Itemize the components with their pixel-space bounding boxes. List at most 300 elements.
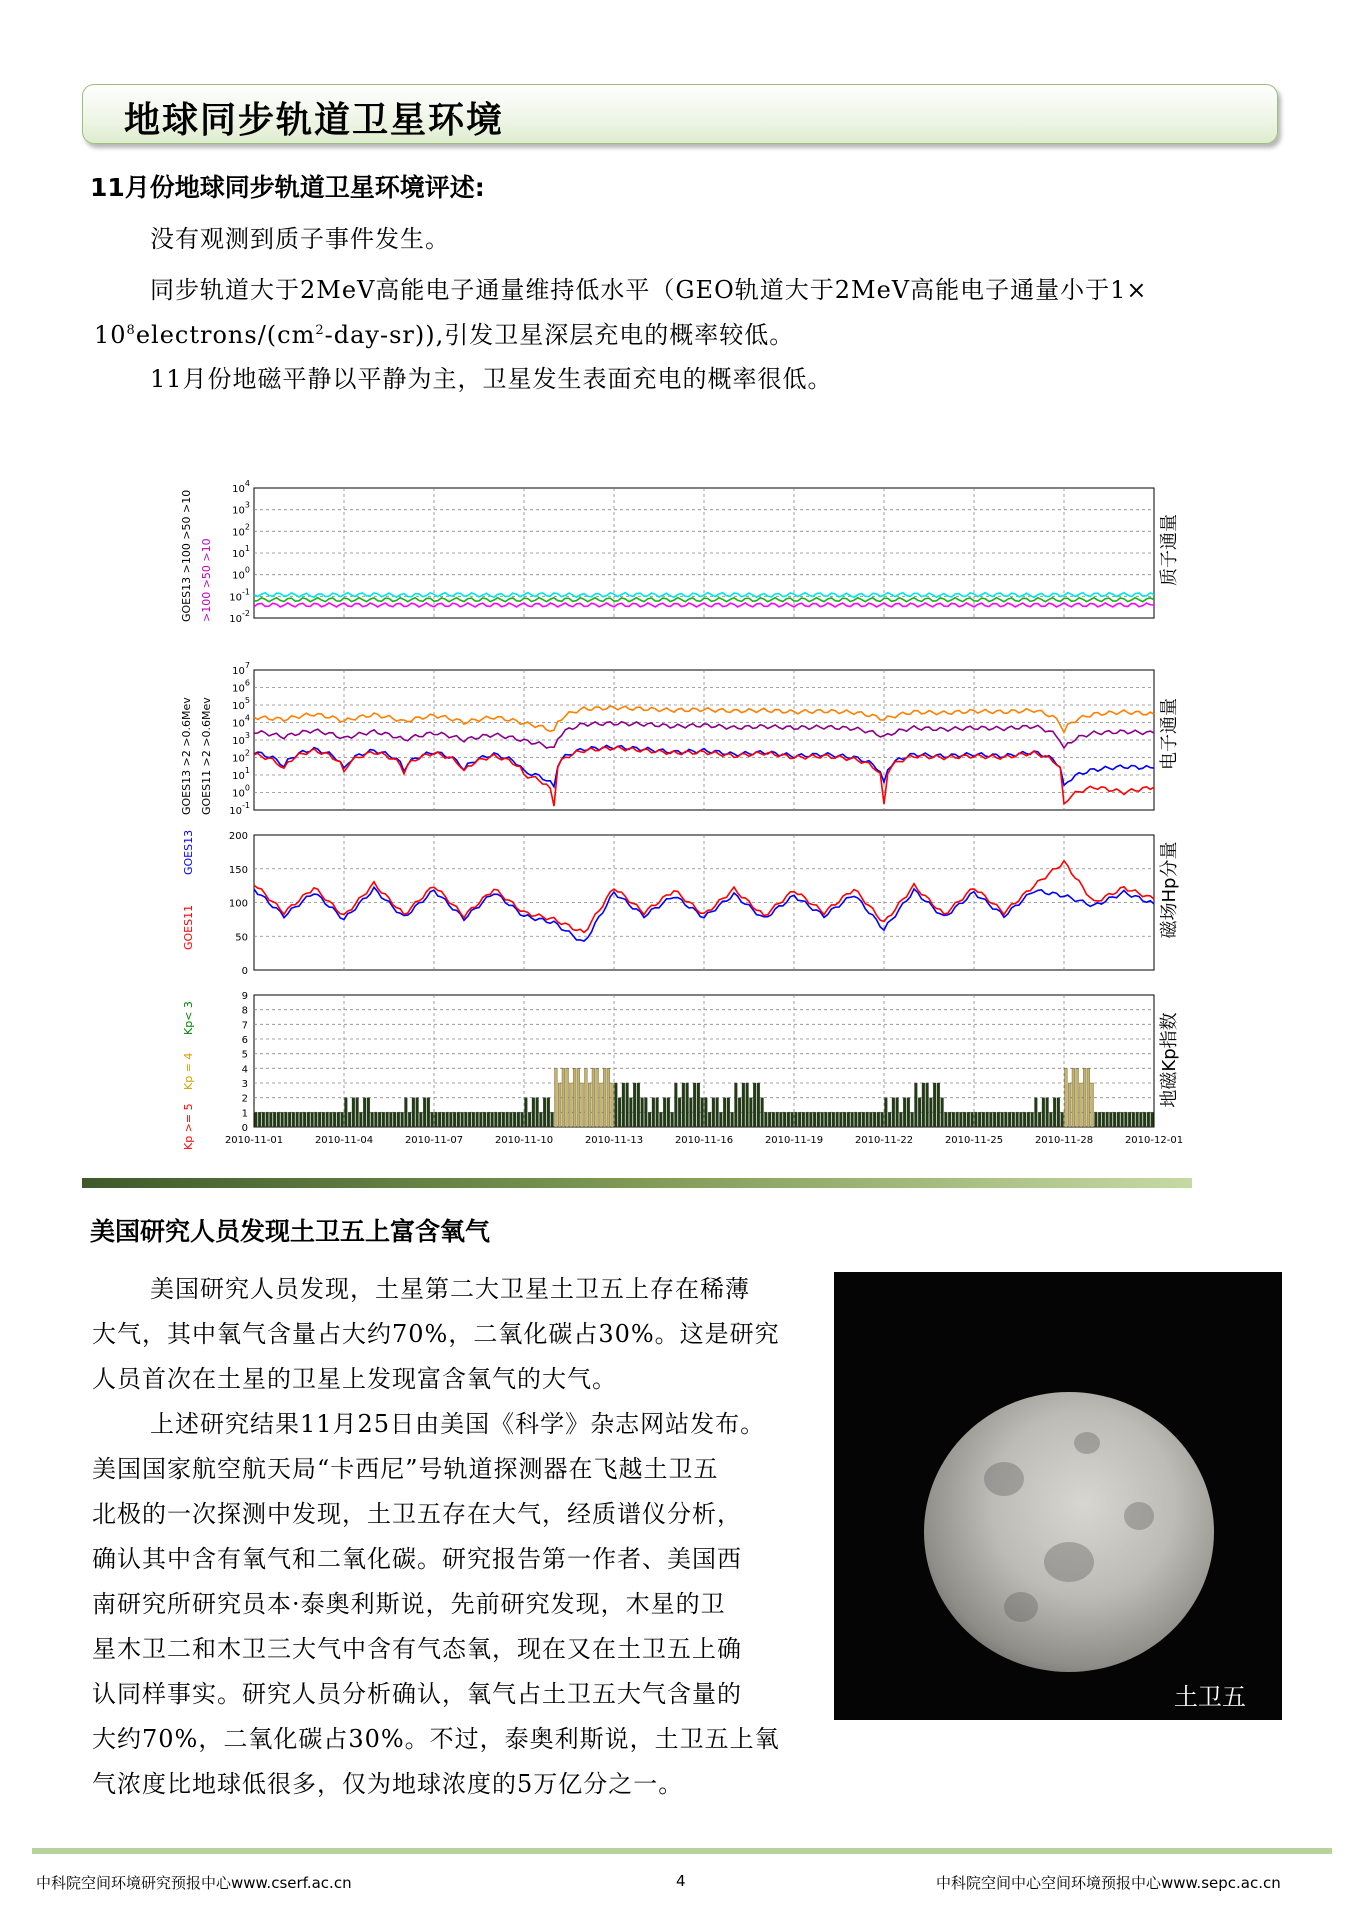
kp-bar	[573, 1068, 576, 1127]
kp-bar	[821, 1112, 824, 1127]
kp-bar	[393, 1112, 396, 1127]
kp-bar	[742, 1083, 745, 1127]
kp-bar	[870, 1112, 873, 1127]
kp-bar	[498, 1112, 501, 1127]
kp-bar	[255, 1112, 258, 1127]
kp-bar	[720, 1112, 723, 1127]
kp-bar	[798, 1112, 801, 1127]
kp-bar	[506, 1112, 509, 1127]
hp-panel-tick-label: 50	[235, 932, 248, 944]
svg-text:GOES13 >2 >0.6Mev: GOES13 >2 >0.6Mev	[180, 697, 193, 815]
review-title: 11月份地球同步轨道卫星环境评述:	[90, 173, 485, 202]
kp-bar	[780, 1112, 783, 1127]
kp-bar	[990, 1112, 993, 1127]
proton-panel-tick-label: $10^4$	[232, 479, 250, 495]
kp-bar	[645, 1098, 648, 1127]
kp-bar	[855, 1112, 858, 1127]
kp-bar	[787, 1112, 790, 1127]
kp-bar	[843, 1112, 846, 1127]
kp-bar	[457, 1112, 460, 1127]
kp-bar	[1095, 1112, 1098, 1127]
electron-panel-tick-label: $10^7$	[232, 661, 250, 677]
kp-bar	[378, 1112, 381, 1127]
kp-bar	[547, 1098, 550, 1127]
footer-right: 中科院空间中心空间环境预报中心www.sepc.ac.cn	[936, 1874, 1281, 1892]
kp-bar	[438, 1112, 441, 1127]
kp-bar	[607, 1068, 610, 1127]
electron-panel-tick-label: $10^2$	[232, 748, 250, 765]
kp-bar	[1008, 1112, 1011, 1127]
article-line: 南研究所研究员本·泰奥利斯说，先前研究发现，木星的卫	[92, 1590, 726, 1618]
kp-bar	[337, 1112, 340, 1127]
kp-bar	[435, 1112, 438, 1127]
goes-space-environment-chart	[170, 470, 1190, 1160]
kp-bar	[761, 1098, 764, 1127]
svg-text:GOES13: GOES13	[182, 829, 195, 875]
kp-bar	[1023, 1112, 1026, 1127]
kp-bar	[866, 1112, 869, 1127]
proton-panel-tick-label: $10^3$	[232, 500, 250, 517]
x-tick-label: 2010-11-19	[764, 1135, 824, 1146]
kp-bar	[1020, 1112, 1023, 1127]
section-header-title: 地球同步轨道卫星环境	[124, 100, 505, 141]
kp-bar	[521, 1112, 524, 1127]
kp-bar	[708, 1112, 711, 1127]
kp-bar	[637, 1083, 640, 1127]
kp-bar	[1087, 1068, 1090, 1127]
kp-bar	[723, 1098, 726, 1127]
proton-panel-tick-label: $10^0$	[232, 565, 250, 582]
kp-bar	[581, 1083, 584, 1127]
kp-bar	[566, 1068, 569, 1127]
kp-bar	[937, 1083, 940, 1127]
kp-bar	[431, 1112, 434, 1127]
x-tick-label: 2010-11-16	[674, 1135, 734, 1146]
kp-bar	[472, 1112, 475, 1127]
kp-bar	[543, 1098, 546, 1127]
kp-bar	[795, 1112, 798, 1127]
rhea-photo	[834, 1272, 1282, 1720]
kp-bar	[836, 1112, 839, 1127]
kp-bar	[536, 1098, 539, 1127]
svg-text:GOES11 >2 >0.6Mev: GOES11 >2 >0.6Mev	[200, 697, 213, 815]
kp-bar	[1143, 1112, 1146, 1127]
kp-bar	[862, 1112, 865, 1127]
kp-bar	[618, 1098, 621, 1127]
kp-bar	[1042, 1098, 1045, 1127]
kp-bar	[712, 1098, 715, 1127]
panel-label-hp: 磁场Hp分量	[1159, 841, 1180, 939]
kp-bar	[1091, 1083, 1094, 1127]
review-paragraph-1: 没有观测到质子事件发生。	[150, 225, 450, 253]
footer-left: 中科院空间环境研究预报中心www.cserf.ac.cn	[36, 1874, 352, 1892]
review-paragraph-2-line-2: $10^8electrons/(cm^2-day-sr)$),引发卫星深层充电的概率较低。	[94, 321, 795, 349]
kp-bar	[318, 1112, 321, 1127]
kp-panel-tick-label: 1	[241, 1108, 248, 1120]
kp-bar	[491, 1112, 494, 1127]
svg-text:>100 >50 >10: >100 >50 >10	[200, 538, 213, 622]
kp-bar	[1065, 1068, 1068, 1127]
kp-bar	[307, 1112, 310, 1127]
kp-bar	[971, 1112, 974, 1127]
proton-axis-label	[180, 490, 213, 622]
kp-bar	[502, 1112, 505, 1127]
kp-bar	[652, 1098, 655, 1127]
kp-bar	[1046, 1098, 1049, 1127]
kp-bar	[453, 1112, 456, 1127]
article-line: 确认其中含有氧气和二氧化碳。研究报告第一作者、美国西	[92, 1545, 742, 1573]
kp-bar	[495, 1112, 498, 1127]
kp-bar	[288, 1112, 291, 1127]
kp-bar	[1001, 1112, 1004, 1127]
kp-bar	[956, 1112, 959, 1127]
kp-bar	[322, 1112, 325, 1127]
electron-panel-tick-label: $10^4$	[232, 713, 250, 730]
kp-bar	[765, 1112, 768, 1127]
kp-bar	[1102, 1112, 1105, 1127]
kp-bar	[258, 1112, 261, 1127]
kp-bar	[806, 1112, 809, 1127]
kp-bar	[1140, 1112, 1143, 1127]
kp-bar	[881, 1112, 884, 1127]
kp-bar	[675, 1083, 678, 1127]
proton-panel-tick-label: $10^{-1}$	[229, 587, 250, 604]
kp-bar	[1121, 1112, 1124, 1127]
kp-bar	[333, 1112, 336, 1127]
kp-bar	[967, 1112, 970, 1127]
kp-bar	[731, 1112, 734, 1127]
kp-bar	[326, 1112, 329, 1127]
kp-bar	[540, 1112, 543, 1127]
kp-bar	[1005, 1112, 1008, 1127]
x-tick-label: 2010-11-13	[584, 1135, 644, 1146]
kp-bar	[558, 1083, 561, 1127]
kp-bar	[303, 1112, 306, 1127]
kp-bar	[933, 1083, 936, 1127]
kp-bar	[270, 1112, 273, 1127]
kp-bar	[622, 1083, 625, 1127]
kp-bar	[738, 1098, 741, 1127]
review-paragraph-3: 11月份地磁平静以平静为主，卫星发生表面充电的概率很低。	[150, 365, 833, 393]
kp-bar	[948, 1112, 951, 1127]
electron-panel-tick-label: $10^6$	[232, 678, 250, 695]
kp-bar	[615, 1083, 618, 1127]
kp-panel-tick-label: 4	[241, 1064, 248, 1076]
kp-bar	[1132, 1112, 1135, 1127]
kp-bar	[356, 1098, 359, 1127]
kp-bar	[885, 1098, 888, 1127]
kp-bar	[963, 1112, 966, 1127]
kp-bar	[825, 1112, 828, 1127]
kp-bar	[345, 1098, 348, 1127]
kp-bar	[851, 1112, 854, 1127]
kp-bar	[1016, 1112, 1019, 1127]
article-line: 认同样事实。研究人员分析确认，氧气占土卫五大气含量的	[92, 1680, 742, 1708]
article-line: 上述研究结果11月25日由美国《科学》杂志网站发布。	[150, 1410, 766, 1438]
kp-bar	[281, 1112, 284, 1127]
kp-bar	[663, 1098, 666, 1127]
svg-text:Kp >= 5: Kp >= 5	[182, 1103, 195, 1150]
kp-bar	[1076, 1068, 1079, 1127]
kp-bar	[727, 1098, 730, 1127]
kp-bar	[352, 1098, 355, 1127]
electron-axis-label	[180, 697, 213, 815]
kp-bar	[690, 1098, 693, 1127]
kp-bar	[1083, 1068, 1086, 1127]
kp-bar	[753, 1083, 756, 1127]
kp-bar	[551, 1112, 554, 1127]
kp-bar	[517, 1112, 520, 1127]
kp-bar	[832, 1112, 835, 1127]
kp-bar	[1113, 1112, 1116, 1127]
kp-bar	[1110, 1112, 1113, 1127]
photo-caption: 土卫五	[1174, 1683, 1246, 1711]
kp-bar	[746, 1083, 749, 1127]
kp-bar	[911, 1112, 914, 1127]
section-divider	[82, 1178, 1192, 1188]
article-title: 美国研究人员发现土卫五上富含氧气	[90, 1217, 491, 1246]
kp-bar	[941, 1098, 944, 1127]
kp-panel-tick-label: 6	[241, 1035, 248, 1046]
kp-bar	[408, 1112, 411, 1127]
review-paragraph-2-line-1: 同步轨道大于2MeV高能电子通量维持低水平（GEO轨道大于2MeV高能电子通量小于1×	[150, 276, 1148, 304]
kp-bar	[330, 1112, 333, 1127]
kp-bar	[783, 1112, 786, 1127]
kp-bar	[603, 1068, 606, 1127]
kp-bar	[468, 1112, 471, 1127]
kp-bar	[960, 1112, 963, 1127]
kp-bar	[525, 1098, 528, 1127]
hp-panel-tick-label: 200	[228, 831, 248, 842]
kp-bar	[1068, 1083, 1071, 1127]
kp-bar	[1031, 1112, 1034, 1127]
x-tick-label: 2010-11-28	[1034, 1135, 1094, 1146]
kp-bar	[896, 1098, 899, 1127]
kp-bar	[416, 1098, 419, 1127]
kp-bar	[888, 1112, 891, 1127]
kp-bar	[401, 1112, 404, 1127]
article-line: 气浓度比地球低很多，仅为地球浓度的5万亿分之一。	[92, 1770, 684, 1798]
footer-rule	[32, 1848, 1332, 1854]
hp-panel-tick-label: 100	[228, 898, 248, 910]
electron-panel-tick-label: $10^0$	[232, 783, 250, 800]
svg-text:Kp< 3: Kp< 3	[182, 1001, 195, 1035]
kp-bar	[993, 1112, 996, 1127]
electron-panel-tick-label: $10^1$	[232, 766, 250, 782]
kp-bar	[1136, 1112, 1139, 1127]
kp-bar	[1053, 1098, 1056, 1127]
hp-panel-tick-label: 150	[228, 864, 248, 876]
proton-panel-tick-label: $10^1$	[232, 544, 250, 560]
svg-text:Kp = 4: Kp = 4	[182, 1052, 195, 1090]
kp-bar	[420, 1112, 423, 1127]
kp-bar	[757, 1083, 760, 1127]
kp-bar	[611, 1083, 614, 1127]
article-line: 星木卫二和木卫三大气中含有气态氧，现在又在土卫五上确	[92, 1635, 742, 1663]
kp-bar	[1098, 1112, 1101, 1127]
svg-text:GOES13 >100 >50 >10: GOES13 >100 >50 >10	[180, 489, 193, 622]
kp-bar	[705, 1098, 708, 1127]
kp-bar	[348, 1112, 351, 1127]
kp-bar	[701, 1098, 704, 1127]
x-tick-label: 2010-11-07	[404, 1135, 464, 1146]
panel-label-proton: 质子通量	[1159, 514, 1180, 586]
kp-bar	[446, 1112, 449, 1127]
electron-panel-tick-label: $10^5$	[232, 696, 250, 712]
electron-panel-tick-label: $10^{-1}$	[229, 801, 250, 817]
kp-bar	[630, 1098, 633, 1127]
kp-bar	[577, 1068, 580, 1127]
proton-panel-tick-label: $10^{-2}$	[229, 609, 250, 625]
kp-bar	[570, 1083, 573, 1127]
hp-panel-tick-label: 0	[241, 966, 248, 977]
kp-bar	[952, 1112, 955, 1127]
kp-bar	[588, 1083, 591, 1127]
kp-bar	[735, 1083, 738, 1127]
article-line: 大气，其中氧气含量占大约70%，二氧化碳占30%。这是研究	[92, 1320, 780, 1348]
kp-bar	[750, 1098, 753, 1127]
kp-bar	[585, 1068, 588, 1127]
kp-bar	[847, 1112, 850, 1127]
kp-bar	[555, 1068, 558, 1127]
kp-panel-tick-label: 7	[241, 1020, 248, 1032]
kp-bar	[300, 1112, 303, 1127]
kp-bar	[592, 1068, 595, 1127]
kp-bar	[840, 1112, 843, 1127]
x-tick-label: 2010-11-01	[224, 1135, 284, 1146]
kp-bar	[371, 1112, 374, 1127]
kp-bar	[873, 1112, 876, 1127]
kp-bar	[945, 1112, 948, 1127]
kp-bar	[1128, 1112, 1131, 1127]
kp-bar	[266, 1112, 269, 1127]
kp-bar	[360, 1112, 363, 1127]
x-tick-label: 2010-11-22	[854, 1135, 914, 1146]
kp-axis-label	[182, 1001, 195, 1150]
kp-bar	[802, 1112, 805, 1127]
kp-bar	[1035, 1098, 1038, 1127]
kp-bar	[813, 1112, 816, 1127]
kp-bar	[660, 1112, 663, 1127]
kp-bar	[915, 1083, 918, 1127]
kp-bar	[367, 1098, 370, 1127]
kp-bar	[1038, 1112, 1041, 1127]
kp-bar	[697, 1083, 700, 1127]
kp-bar	[791, 1112, 794, 1127]
kp-bar	[487, 1112, 490, 1127]
kp-bar	[975, 1112, 978, 1127]
kp-bar	[682, 1083, 685, 1127]
kp-bar	[1072, 1068, 1075, 1127]
kp-bar	[633, 1083, 636, 1127]
kp-bar	[510, 1112, 513, 1127]
kp-bar	[978, 1112, 981, 1127]
kp-bar	[476, 1112, 479, 1127]
kp-bar	[776, 1112, 779, 1127]
kp-bar	[768, 1112, 771, 1127]
kp-bar	[930, 1098, 933, 1127]
kp-bar	[1117, 1112, 1120, 1127]
svg-text:GOES11: GOES11	[182, 904, 195, 950]
kp-bar	[922, 1083, 925, 1127]
kp-bar	[648, 1112, 651, 1127]
kp-bar	[716, 1098, 719, 1127]
kp-bar	[465, 1112, 468, 1127]
kp-bar	[1106, 1112, 1109, 1127]
kp-bar	[461, 1112, 464, 1127]
kp-bar	[907, 1098, 910, 1127]
article-line: 美国研究人员发现，土星第二大卫星土卫五上存在稀薄	[150, 1275, 750, 1303]
kp-bar	[1147, 1112, 1150, 1127]
kp-bar	[858, 1112, 861, 1127]
kp-panel-tick-label: 3	[241, 1079, 248, 1090]
article-line: 美国国家航空航天局“卡西尼”号轨道探测器在飞越土卫五	[92, 1455, 719, 1483]
kp-bar	[528, 1112, 531, 1127]
panel-label-electron: 电子通量	[1159, 698, 1180, 770]
kp-bar	[1125, 1112, 1128, 1127]
kp-bar	[926, 1083, 929, 1127]
kp-bar	[1151, 1112, 1154, 1127]
kp-bar	[277, 1112, 280, 1127]
kp-bar	[1012, 1112, 1015, 1127]
kp-bar	[532, 1098, 535, 1127]
page-number: 4	[676, 1872, 686, 1890]
kp-bar	[423, 1098, 426, 1127]
kp-bar	[483, 1112, 486, 1127]
kp-bar	[292, 1112, 295, 1127]
kp-bar	[296, 1112, 299, 1127]
proton-panel-tick-label: $10^2$	[232, 522, 250, 539]
kp-bar	[386, 1112, 389, 1127]
kp-bar	[772, 1112, 775, 1127]
kp-bar	[397, 1112, 400, 1127]
kp-bar	[382, 1112, 385, 1127]
kp-bar	[641, 1098, 644, 1127]
kp-bar	[693, 1083, 696, 1127]
kp-panel-tick-label: 9	[241, 991, 248, 1002]
kp-bar	[1027, 1112, 1030, 1127]
kp-bar	[656, 1098, 659, 1127]
kp-bar	[667, 1098, 670, 1127]
kp-bar	[828, 1112, 831, 1127]
kp-bar	[273, 1112, 276, 1127]
kp-bar	[341, 1112, 344, 1127]
kp-bar	[900, 1112, 903, 1127]
kp-bar	[285, 1112, 288, 1127]
kp-bar	[810, 1112, 813, 1127]
rhea-moon-image	[924, 1392, 1214, 1672]
kp-bar	[626, 1083, 629, 1127]
kp-bar	[903, 1098, 906, 1127]
article-line: 大约70%，二氧化碳占30%。不过，泰奥利斯说，土卫五上氧	[92, 1725, 780, 1753]
kp-bar	[1050, 1112, 1053, 1127]
kp-bar	[311, 1112, 314, 1127]
kp-bar	[671, 1112, 674, 1127]
kp-panel-tick-label: 2	[241, 1093, 248, 1105]
kp-bar	[375, 1112, 378, 1127]
kp-bar	[686, 1083, 689, 1127]
kp-bar	[997, 1112, 1000, 1127]
kp-bar	[892, 1098, 895, 1127]
kp-bar	[596, 1068, 599, 1127]
x-tick-label: 2010-11-10	[494, 1135, 554, 1146]
kp-bar	[986, 1112, 989, 1127]
article-line: 北极的一次探测中发现，土卫五存在大气，经质谱仪分析，	[92, 1500, 742, 1528]
kp-bar	[600, 1083, 603, 1127]
kp-panel-tick-label: 0	[241, 1123, 248, 1134]
x-tick-label: 2010-12-01	[1124, 1135, 1184, 1146]
x-tick-label: 2010-11-25	[944, 1135, 1004, 1146]
